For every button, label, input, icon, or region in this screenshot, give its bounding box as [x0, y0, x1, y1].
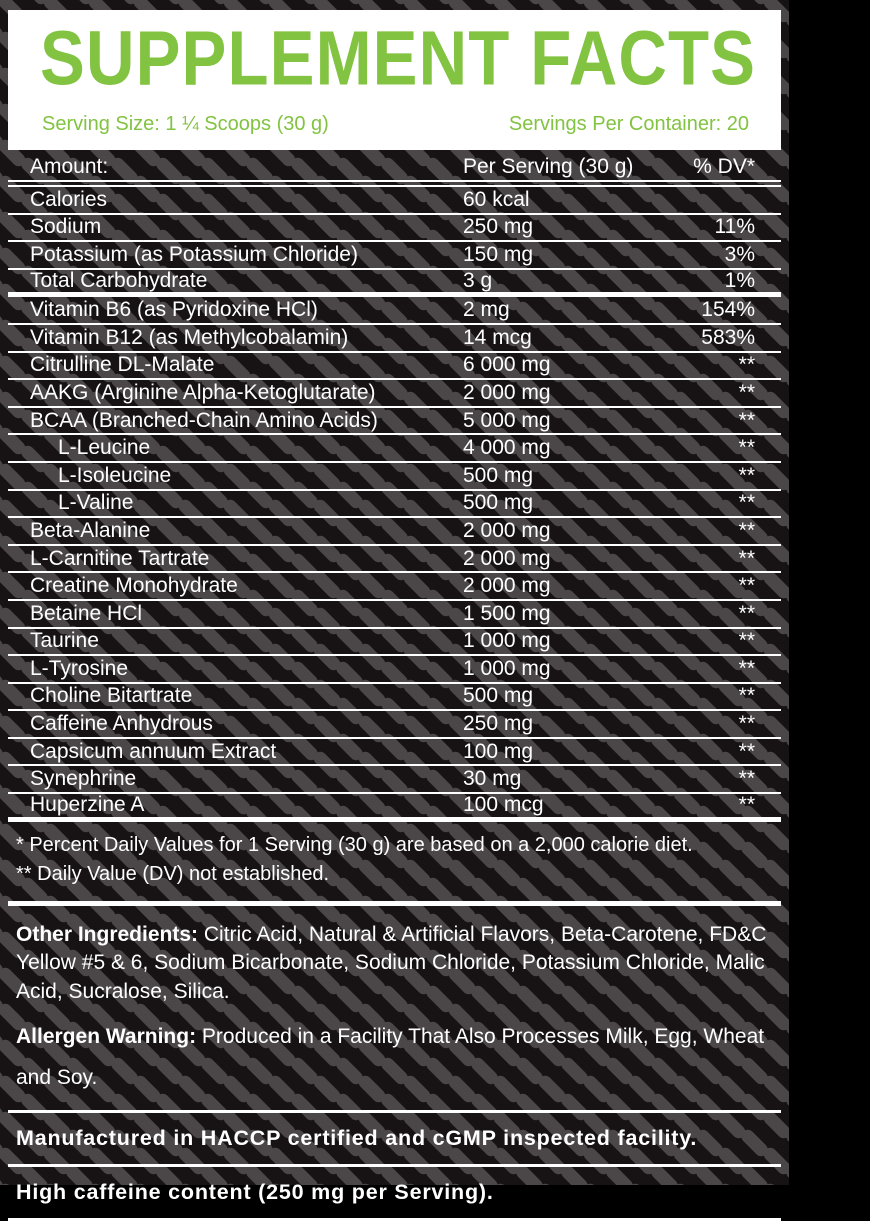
column-dv: % DV*: [693, 155, 755, 178]
row-name: AAKG (Arginine Alpha-Ketoglutarate): [30, 380, 376, 404]
footnotes: [8, 831, 781, 889]
row-amount: 30 mg: [463, 767, 522, 791]
row-name: L-Isoleucine: [58, 463, 172, 487]
row-amount: 250 mg: [463, 712, 534, 736]
table-row: [8, 629, 781, 657]
table-row: [8, 215, 781, 243]
row-name: Sodium: [30, 215, 102, 239]
table-row: [8, 518, 781, 546]
table-row: [8, 325, 781, 353]
row-dv: **: [738, 518, 755, 542]
row-dv: 11%: [714, 215, 755, 239]
row-name: L-Leucine: [58, 436, 151, 460]
column-amount: Amount:: [30, 155, 109, 178]
row-amount: 2 000 mg: [463, 380, 551, 404]
row-name: BCAA (Branched-Chain Amino Acids): [30, 408, 378, 432]
other-ingredients-text: Citric Acid, Natural & Artificial Flavors, Beta-Carotene, FD&C Yellow #5 & 6, Sodium Bicarbonate, Sodium Chloride, Potassium Chloride, Malic Acid, Sucralose, Silica.: [16, 922, 767, 1003]
header-double-rule: [8, 180, 781, 187]
row-amount: 500 mg: [463, 491, 534, 515]
allergen-warning: [8, 1016, 781, 1098]
row-dv: 1%: [724, 269, 755, 293]
row-dv: **: [738, 656, 755, 680]
row-dv: **: [738, 574, 755, 598]
table-row: [8, 187, 781, 215]
row-name: Total Carbohydrate: [30, 269, 208, 293]
row-amount: 4 000 mg: [463, 436, 551, 460]
table-row: [8, 573, 781, 601]
page-title: SUPPLEMENT FACTS: [40, 15, 757, 102]
row-dv: **: [738, 712, 755, 736]
table-row: [8, 684, 781, 712]
table-row: [8, 435, 781, 463]
allergen-warning-label: Allergen Warning:: [16, 1025, 197, 1049]
row-amount: 2 000 mg: [463, 574, 551, 598]
row-amount: 14 mcg: [463, 325, 532, 349]
row-name: Vitamin B12 (as Methylcobalamin): [30, 325, 349, 349]
row-dv: **: [738, 353, 755, 377]
row-dv: **: [738, 463, 755, 487]
table-row: [8, 270, 781, 298]
row-amount: 150 mg: [463, 242, 534, 266]
row-dv: **: [738, 793, 755, 817]
row-amount: 5 000 mg: [463, 408, 551, 432]
row-dv: **: [738, 767, 755, 791]
row-amount: 250 mg: [463, 215, 534, 239]
section-divider-thick: [8, 901, 781, 906]
row-dv: **: [738, 408, 755, 432]
table-row: [8, 711, 781, 739]
table-row: [8, 297, 781, 325]
table-row: [8, 766, 781, 794]
serving-info: [8, 113, 781, 136]
table-header-row: [8, 154, 781, 180]
footnote-not-established: ** Daily Value (DV) not established.: [16, 862, 330, 885]
row-dv: **: [738, 739, 755, 763]
row-amount: 6 000 mg: [463, 353, 551, 377]
table-row: [8, 408, 781, 436]
table-rows: [8, 187, 781, 822]
table-row: [8, 463, 781, 491]
row-dv: **: [738, 601, 755, 625]
row-amount: 3 g: [463, 269, 493, 293]
table-row: [8, 242, 781, 270]
row-amount: 100 mg: [463, 739, 534, 763]
row-dv: **: [738, 491, 755, 515]
row-amount: 2 000 mg: [463, 518, 551, 542]
row-dv: 3%: [724, 242, 755, 266]
row-name: Vitamin B6 (as Pyridoxine HCl): [30, 298, 318, 322]
row-name: Betaine HCl: [30, 601, 143, 625]
row-name: Beta-Alanine: [30, 518, 151, 542]
row-dv: 154%: [701, 298, 755, 322]
table-row: [8, 546, 781, 574]
row-name: Creatine Monohydrate: [30, 574, 238, 598]
table-row: [8, 601, 781, 629]
row-dv: **: [738, 380, 755, 404]
row-amount: 100 mcg: [463, 793, 544, 817]
row-name: Huperzine A: [30, 793, 145, 817]
table-row: [8, 491, 781, 519]
row-name: Capsicum annuum Extract: [30, 739, 277, 763]
row-amount: 1 500 mg: [463, 601, 551, 625]
row-name: L-Tyrosine: [30, 656, 129, 680]
row-dv: 583%: [701, 325, 755, 349]
row-amount: 2 mg: [463, 298, 510, 322]
row-amount: 2 000 mg: [463, 546, 551, 570]
table-row: [8, 353, 781, 381]
row-amount: 1 000 mg: [463, 656, 551, 680]
row-name: Synephrine: [30, 767, 137, 791]
table-row: [8, 656, 781, 684]
row-amount: 500 mg: [463, 684, 534, 708]
servings-per-container: Servings Per Container: 20: [508, 113, 749, 135]
row-name: L-Carnitine Tartrate: [30, 546, 210, 570]
column-per-serving: Per Serving (30 g): [463, 155, 634, 178]
row-amount: 60 kcal: [463, 187, 530, 211]
footnote-dv: * Percent Daily Values for 1 Serving (30 g) are based on a 2,000 calorie diet.: [16, 833, 693, 856]
table-row: [8, 380, 781, 408]
allergen-warning-text: Produced in a Facility That Also Processes Milk, Egg, Wheat and Soy.: [16, 1025, 765, 1090]
row-amount: 500 mg: [463, 463, 534, 487]
row-amount: 1 000 mg: [463, 629, 551, 653]
row-dv: **: [738, 436, 755, 460]
row-name: Calories: [30, 187, 108, 211]
facts-table: [8, 154, 781, 1221]
table-row: [8, 739, 781, 767]
header-card: [8, 10, 781, 150]
serving-size: Serving Size: 1 ¼ Scoops (30 g): [42, 113, 329, 135]
table-row: [8, 794, 781, 822]
row-name: Citrulline DL-Malate: [30, 353, 215, 377]
row-dv: **: [738, 684, 755, 708]
row-name: Potassium (as Potassium Chloride): [30, 242, 358, 266]
row-name: Taurine: [30, 629, 99, 653]
other-ingredients: [8, 921, 781, 1007]
row-name: Caffeine Anhydrous: [30, 712, 213, 736]
row-name: L-Valine: [58, 491, 134, 515]
statement-caffeine: High caffeine content (250 mg per Serving).: [16, 1180, 494, 1205]
row-dv: **: [738, 546, 755, 570]
statement-manufactured: Manufactured in HACCP certified and cGMP inspected facility.: [16, 1126, 698, 1151]
row-dv: **: [738, 629, 755, 653]
other-ingredients-label: Other Ingredients:: [16, 922, 199, 946]
row-name: Choline Bitartrate: [30, 684, 193, 708]
